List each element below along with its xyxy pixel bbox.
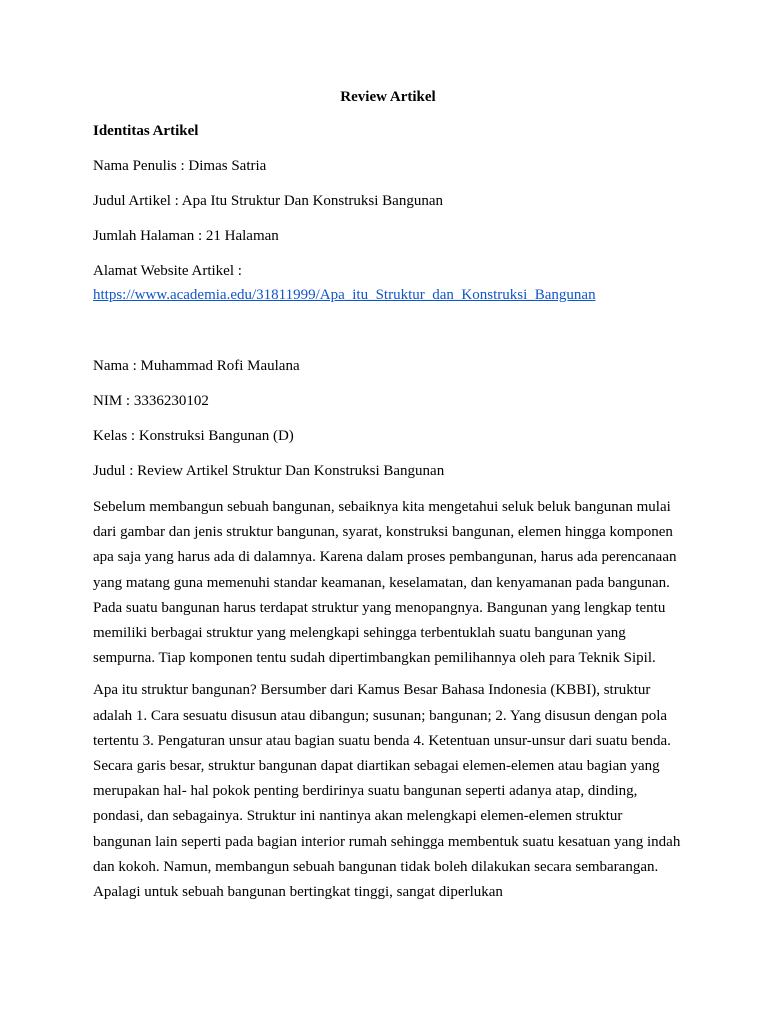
article-title-line: Judul Artikel : Apa Itu Struktur Dan Konstruksi Bangunan [93, 193, 443, 209]
website-link[interactable]: https://www.academia.edu/31811999/Apa_itu_Struktur_dan_Konstruksi_Bangunan [93, 287, 596, 303]
student-class-line: Kelas : Konstruksi Bangunan (D) [93, 428, 294, 444]
page-count-line: Jumlah Halaman : 21 Halaman [93, 228, 279, 244]
review-title-line: Judul : Review Artikel Struktur Dan Konstruksi Bangunan [93, 463, 445, 479]
document-title: Review Artikel [340, 89, 436, 105]
author-line: Nama Penulis : Dimas Satria [93, 158, 267, 174]
student-name-line: Nama : Muhammad Rofi Maulana [93, 358, 300, 374]
body-paragraph-1: Sebelum membangun sebuah bangunan, sebaiknya kita mengetahui seluk beluk bangunan mulai dari gambar dan jenis struktur bangunan, syarat, konstruksi bangunan, elemen hingga komponen apa saja yang harus ada di dalamnya. Karena dalam proses pembangunan, harus ada perencanaan yang matang guna memenuhi standar keamanan, keselamatan, dan kenyamanan pada bangunan. Pada suatu bangunan harus terdapat struktur yang menopangnya. Bangunan yang lengkap tentu memiliki berbagai struktur yang melengkapi sehingga terbentuklah suatu bangunan yang sempurna. Tiap komponen tentu sudah dipertimbangkan pemilihannya oleh para Teknik Sipil. [93, 499, 677, 667]
identity-heading: Identitas Artikel [93, 123, 199, 139]
document-page [93, 86, 683, 912]
website-label: Alamat Website Artikel : [93, 263, 242, 279]
student-nim-line: NIM : 3336230102 [93, 393, 209, 409]
body-paragraph-2: Apa itu struktur bangunan? Bersumber dari Kamus Besar Bahasa Indonesia (KBBI), struktur adalah 1. Cara sesuatu disusun atau dibangun; susunan; bangunan; 2. Yang disusun dengan pola tertentu 3. Pengaturan unsur atau bagian suatu benda 4. Ketentuan unsur-unsur dari suatu benda. Secara garis besar, struktur bangunan dapat diartikan sebagai elemen-elemen atau bagian yang merupakan hal- hal pokok penting berdirinya suatu bangunan seperti adanya atap, dinding, pondasi, dan sebagainya. Struktur ini nantinya akan melengkapi elemen-elemen struktur bangunan lain seperti pada bagian interior rumah sehingga membentuk suatu kesatuan yang indah dan kokoh. Namun, membangun sebuah bangunan tidak boleh dilakukan secara sembarangan. Apalagi untuk sebuah bangunan bertingkat tinggi, sangat diperlukan [93, 682, 681, 901]
